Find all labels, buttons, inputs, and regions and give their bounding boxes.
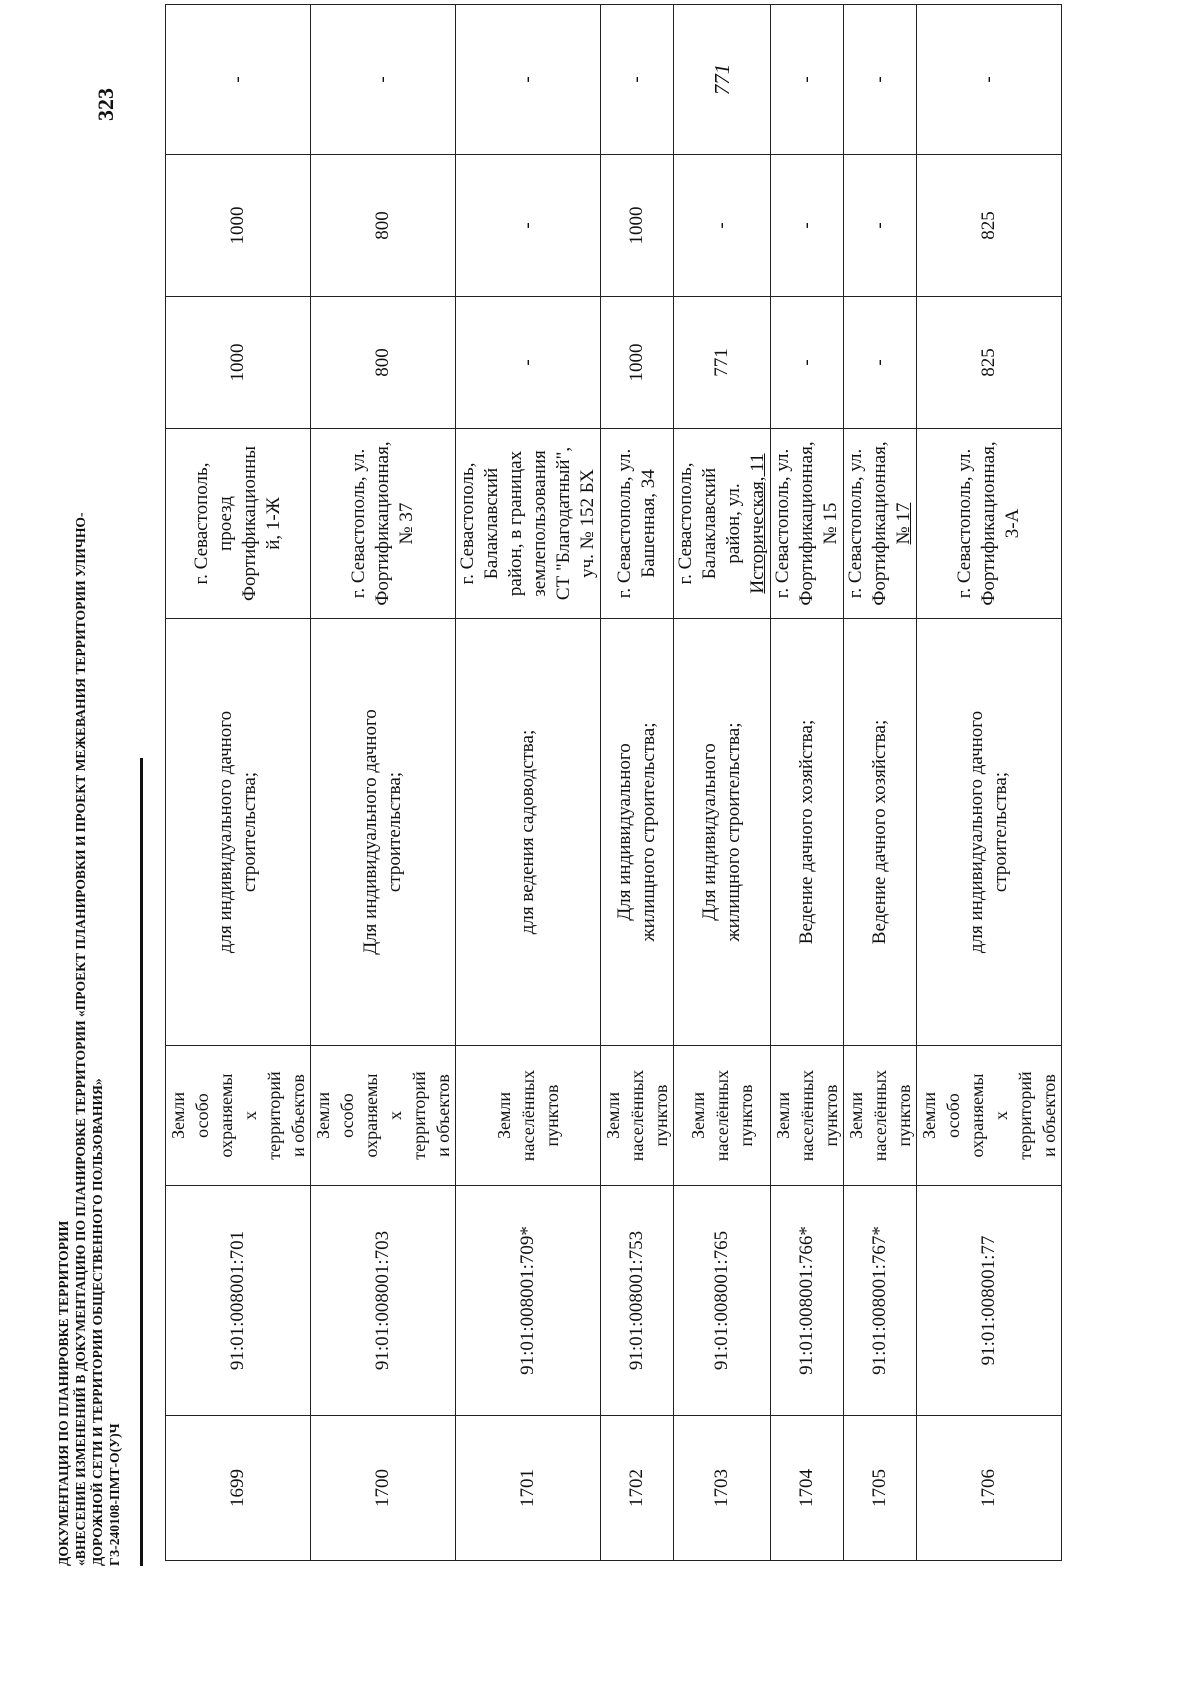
cadastral-number-cell: 91:01:008001:753 [601,1186,674,1416]
header-line: ГЗ-240108-ПМТ-О(У)Ч [107,1423,122,1566]
row-number-cell: 1703 [674,1416,771,1561]
address-cell-line: Историческая, 11 [747,453,768,594]
land-category-cell-line: пунктов [821,1084,841,1147]
land-category-cell [311,1046,456,1186]
address-cell-line: г. Севастополь, [675,462,696,585]
address-cell-line: г. Севастополь, ул. [845,448,866,599]
area-declared-cell: 1000 [166,155,311,297]
land-category-cell-line: пунктов [736,1084,756,1147]
cadastral-number-cell: 91:01:008001:765 [674,1186,771,1416]
address-cell-line: г. Севастополь, ул. [614,448,635,599]
area-cell: 825 [917,297,1062,429]
address-cell-line: проезд [215,496,236,551]
land-category-cell-line: охраняемы [361,1073,381,1158]
row-number-cell: 1705 [844,1416,917,1561]
row-number-cell: 1706 [917,1416,1062,1561]
permitted-use-cell-line: Для индивидуального дачного [360,709,381,955]
area-declared-cell: 1000 [601,155,674,297]
address-cell-line: г. Севастополь, [191,462,212,585]
value-cell: - [601,5,674,155]
address-cell-line: район, в границах [505,450,526,597]
land-category-cell-line: х [385,1111,405,1120]
address-cell [917,429,1062,619]
address-cell-line: № 15 [820,502,841,545]
land-category-cell [771,1046,844,1186]
value-cell: - [844,5,917,155]
address-cell-line: Фортификационная, [372,441,393,606]
permitted-use-cell [456,619,601,1046]
address-cell-line: район, ул. [723,483,744,564]
land-category-cell-line: населённых [627,1069,647,1162]
land-category-cell-line: особо [943,1093,963,1138]
permitted-use-cell [311,619,456,1046]
header-line: ДОКУМЕНТАЦИЯ ПО ПЛАНИРОВКЕ ТЕРРИТОРИИ [56,1220,71,1566]
table-row [844,5,917,1561]
header-line: ДОРОЖНОЙ СЕТИ И ТЕРРИТОРИИ ОБЩЕСТВЕННОГО ПОЛЬЗОВАНИЯ» [90,1078,105,1566]
address-cell-line: Фортификационная, [869,441,890,606]
land-category-cell-line: охраняемы [216,1073,236,1158]
row-number-cell: 1699 [166,1416,311,1561]
land-category-cell-line: Земли [688,1092,708,1140]
land-category-cell-line: пунктов [542,1084,562,1147]
cadastral-number-cell: 91:01:008001:701 [166,1186,311,1416]
land-category-cell [674,1046,771,1186]
area-cell: 771 [674,297,771,429]
permitted-use-cell [771,619,844,1046]
value-cell: 771 [674,5,771,155]
permitted-use-cell [674,619,771,1046]
area-cell: 1000 [166,297,311,429]
land-category-cell-line: Земли [168,1092,188,1140]
land-category-cell-line: территорий [409,1071,429,1160]
address-cell-line: г. Севастополь, ул. [954,448,975,599]
permitted-use-cell-line: для ведения садоводства; [517,729,538,935]
area-cell: 800 [311,297,456,429]
cadastral-number-cell: 91:01:008001:77 [917,1186,1062,1416]
area-declared-cell: - [844,155,917,297]
address-cell-line: Фортификационны [239,445,260,602]
permitted-use-cell-line: жилищного строительства; [723,722,744,942]
permitted-use-cell [917,619,1062,1046]
table-row [456,5,601,1561]
land-category-cell-line: территорий [1015,1071,1035,1160]
land-category-cell [917,1046,1062,1186]
permitted-use-cell-line: Для индивидуального [699,743,720,921]
land-category-cell [166,1046,311,1186]
address-cell-line: № 37 [396,502,417,545]
address-cell-line: г. Севастополь, ул. [772,448,793,599]
area-cell: 1000 [601,297,674,429]
address-cell-line: г. Севастополь, ул. [348,448,369,599]
address-cell-line: Балаклавский [481,467,502,580]
table-row [917,5,1062,1561]
value-cell: - [456,5,601,155]
land-category-cell-line: Земли [773,1092,793,1140]
area-declared-cell: - [456,155,601,297]
table-row [771,5,844,1561]
address-cell-line: уч. № 152 БХ [577,469,598,578]
permitted-use-cell [166,619,311,1046]
table-row [674,5,771,1561]
land-category-cell-line: х [991,1111,1011,1120]
permitted-use-cell-line: строительства; [384,771,405,893]
land-category-cell-line: особо [192,1093,212,1138]
address-cell [844,429,917,619]
row-number-cell: 1702 [601,1416,674,1561]
address-cell-line: Балаклавский [699,467,720,580]
permitted-use-cell-line: строительства; [990,771,1011,893]
land-category-cell-line: Земли [919,1092,939,1140]
land-category-cell-line: территорий [264,1071,284,1160]
permitted-use-cell [601,619,674,1046]
area-cell: - [771,297,844,429]
permitted-use-cell-line: Ведение дачного хозяйства; [869,719,890,945]
address-cell-line: № 17 [893,502,914,545]
land-category-cell-line: населённых [870,1069,890,1162]
value-cell: - [311,5,456,155]
land-category-cell-line: и объектов [433,1074,453,1157]
value-cell: - [771,5,844,155]
address-cell [311,429,456,619]
row-number-cell: 1700 [311,1416,456,1561]
land-category-cell-line: пунктов [894,1084,914,1147]
area-cell: - [844,297,917,429]
table-row [601,5,674,1561]
cadastral-number-cell: 91:01:008001:766* [771,1186,844,1416]
area-declared-cell: 800 [311,155,456,297]
row-number-cell: 1701 [456,1416,601,1561]
land-category-cell-line: населённых [712,1069,732,1162]
cadastral-number-cell: 91:01:008001:703 [311,1186,456,1416]
address-cell-line: 3-А [1002,508,1023,539]
cadastral-number-cell: 91:01:008001:709* [456,1186,601,1416]
page-number: 323 [93,88,118,121]
permitted-use-cell [844,619,917,1046]
address-cell-line: Башенная, 34 [638,469,659,578]
land-category-cell-line: особо [337,1093,357,1138]
header-rule [140,758,143,1566]
land-category-cell-line: Земли [494,1092,514,1140]
land-category-cell-line: Земли [846,1092,866,1140]
document-header [55,286,123,1566]
header-line: «ВНЕСЕНИЕ ИЗМЕНЕНИЙ В ДОКУМЕНТАЦИЮ ПО ПЛАНИРОВКЕ ТЕРРИТОРИИ «ПРОЕКТ ПЛАНИРОВКИ И ПРОЕКТ МЕЖЕВАНИЯ ТЕРРИТОРИИ УЛИЧНО- [73,512,88,1566]
address-cell [601,429,674,619]
permitted-use-cell-line: строительства; [239,771,260,893]
permitted-use-cell-line: для индивидуального дачного [966,710,987,954]
table-body [166,5,1062,1561]
land-category-cell-line: х [240,1111,260,1120]
value-cell: - [917,5,1062,155]
area-declared-cell: - [771,155,844,297]
value-cell: - [166,5,311,155]
land-category-cell-line: охраняемы [967,1073,987,1158]
land-category-cell-line: Земли [313,1092,333,1140]
land-category-cell [456,1046,601,1186]
permitted-use-cell-line: Ведение дачного хозяйства; [796,719,817,945]
area-declared-cell: 825 [917,155,1062,297]
land-category-cell-line: Земли [603,1092,623,1140]
permitted-use-cell-line: для индивидуального дачного [215,710,236,954]
land-category-cell-line: населённых [797,1069,817,1162]
permitted-use-cell-line: Для индивидуального [614,743,635,921]
land-category-cell-line: и объектов [288,1074,308,1157]
land-category-cell [601,1046,674,1186]
address-cell-line: землепользования [529,450,550,597]
row-number-cell: 1704 [771,1416,844,1561]
table-row [311,5,456,1561]
cadastral-number-cell: 91:01:008001:767* [844,1186,917,1416]
address-cell [166,429,311,619]
land-category-cell-line: и объектов [1039,1074,1059,1157]
land-category-cell [844,1046,917,1186]
area-cell: - [456,297,601,429]
address-cell [456,429,601,619]
land-category-cell-line: населённых [518,1069,538,1162]
address-cell-line: СТ "Благодатный", [553,446,574,601]
address-cell-line: й, 1-Ж [263,497,284,550]
address-cell [674,429,771,619]
table-row [166,5,311,1561]
address-cell-line: Фортификационная, [978,441,999,606]
address-cell-line: г. Севастополь, [457,462,478,585]
address-cell-line: Фортификационная, [796,441,817,606]
address-cell [771,429,844,619]
permitted-use-cell-line: жилищного строительства; [638,722,659,942]
area-declared-cell: - [674,155,771,297]
land-category-cell-line: пунктов [651,1084,671,1147]
land-plots-table [165,4,1062,1561]
